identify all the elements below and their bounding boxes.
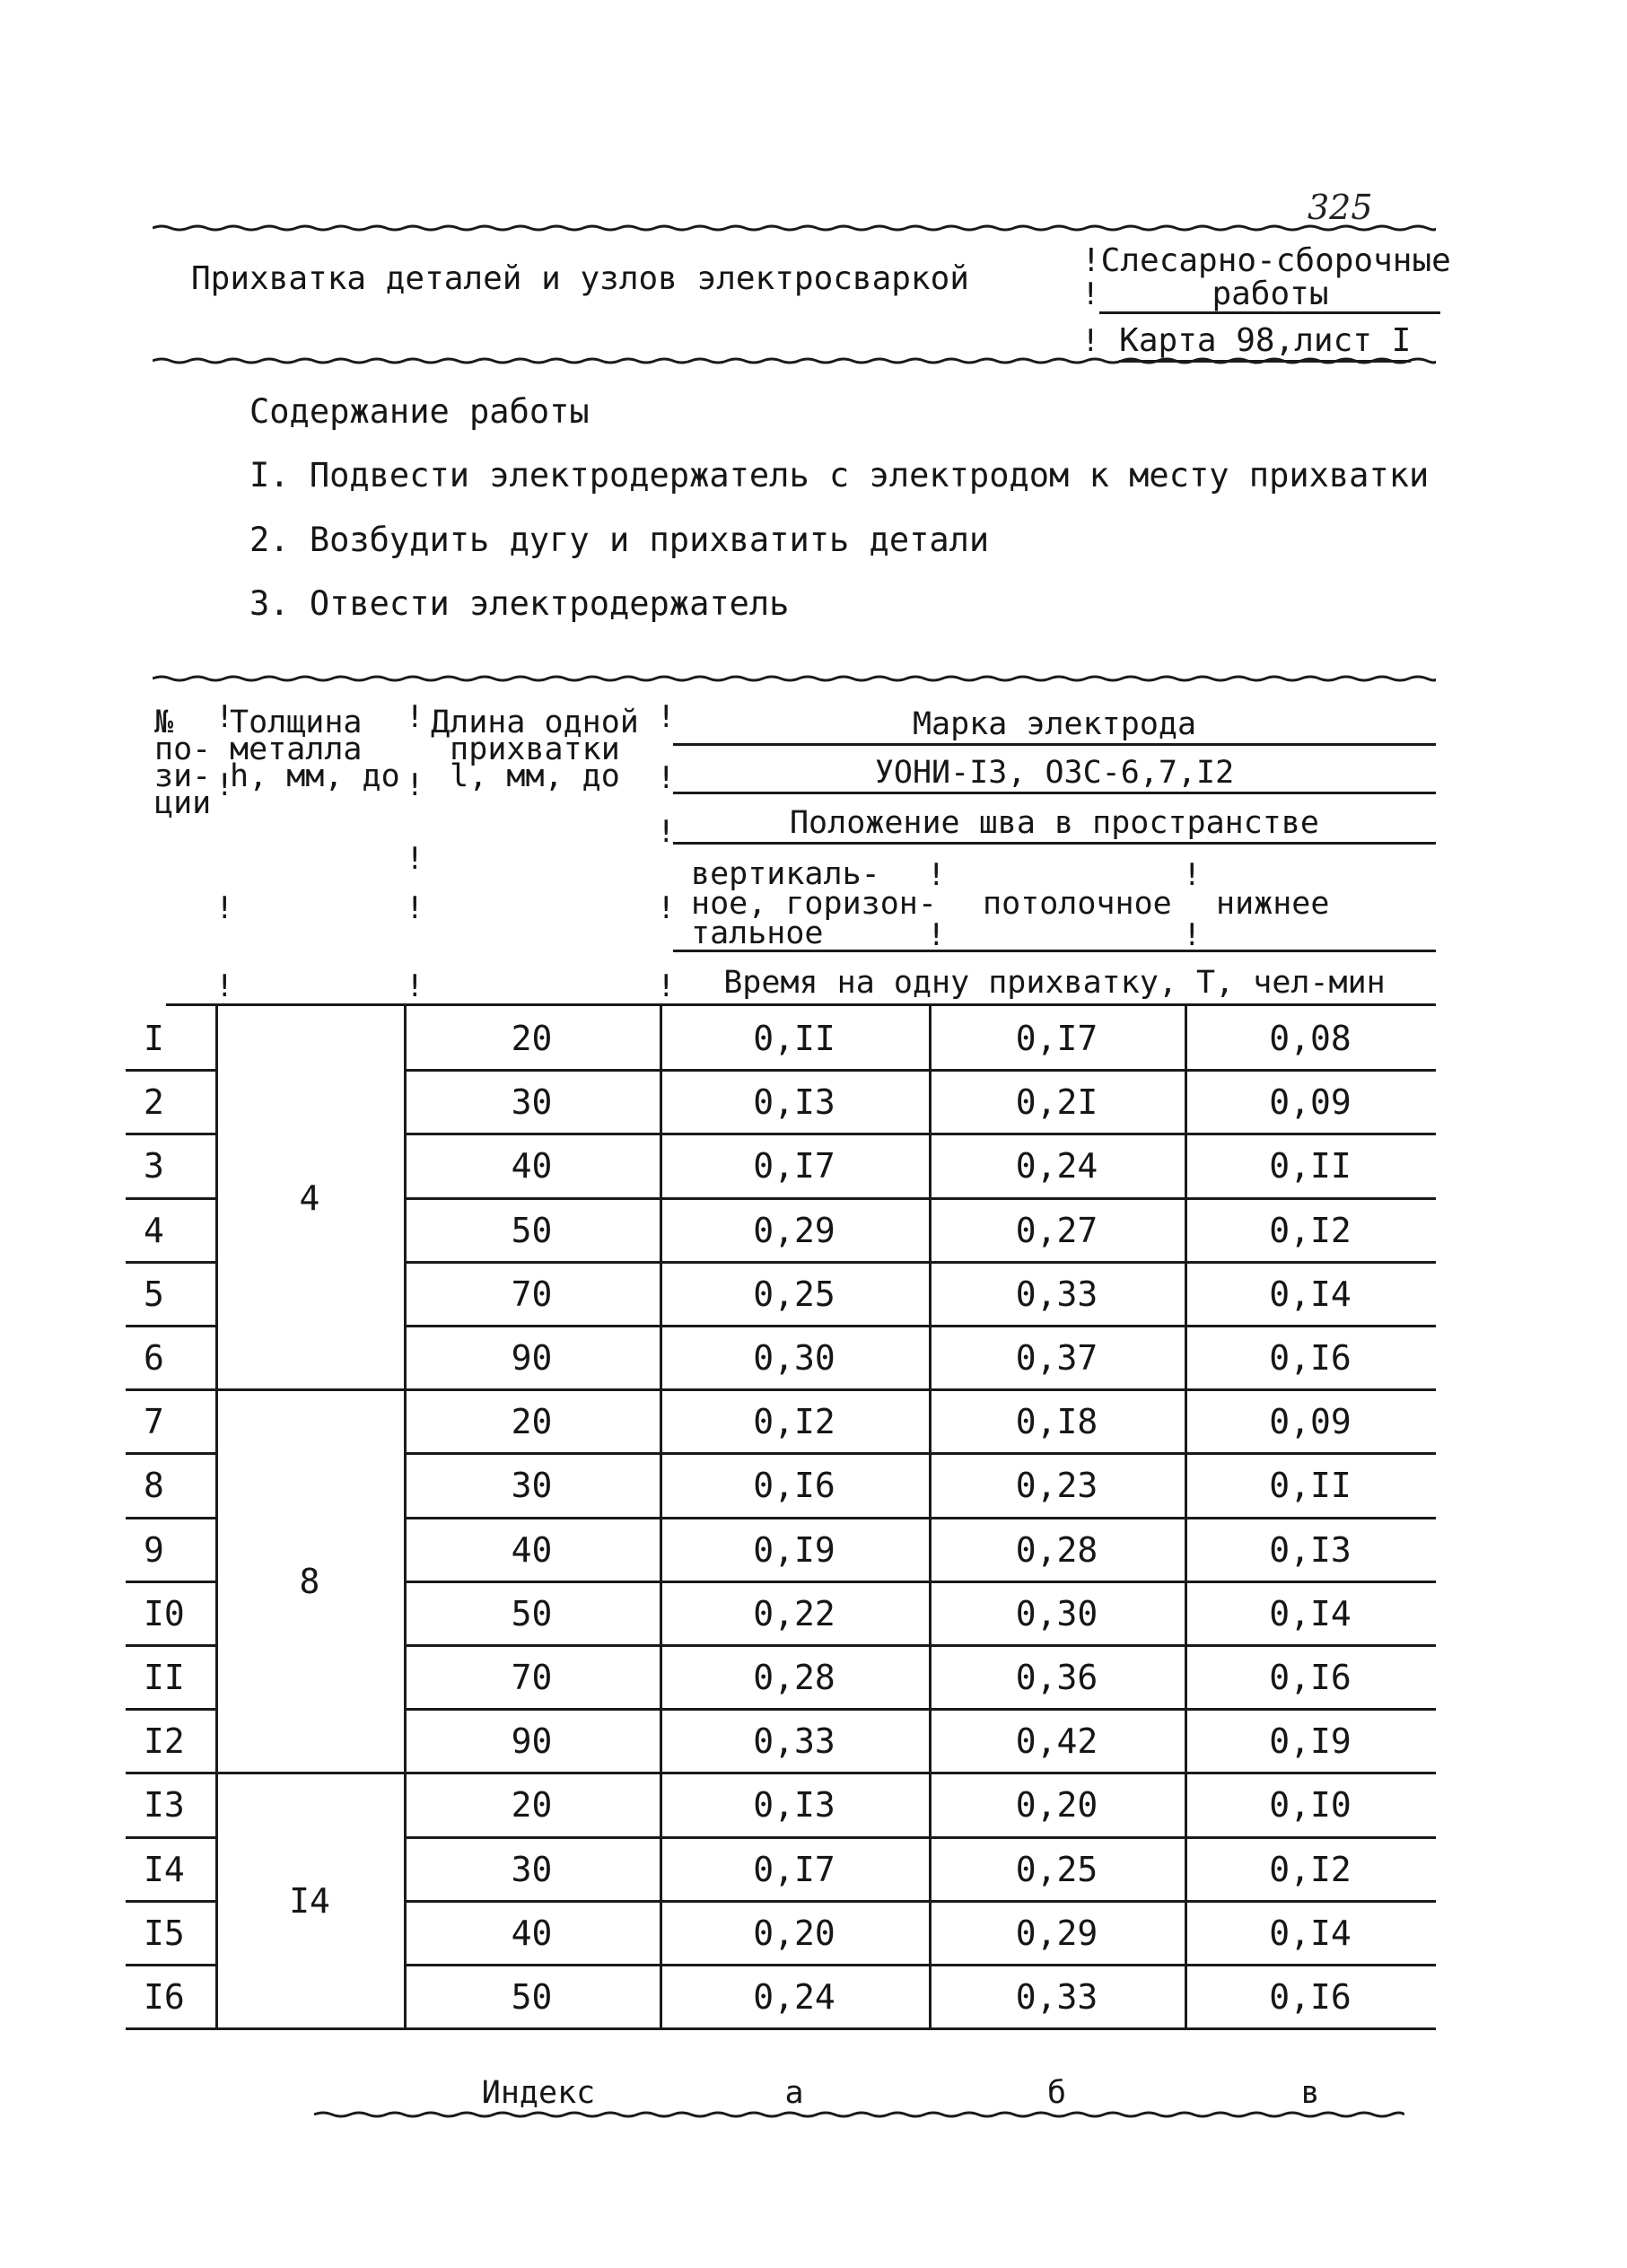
row-number: 5: [144, 1274, 164, 1314]
time-header: Время на одну прихватку, Т, чел-мин: [723, 965, 1386, 1001]
index-a: а: [784, 2075, 804, 2111]
cell-time-ceiling: 0,24: [1015, 1146, 1098, 1187]
electrode-brands: УОНИ-I3, ОЗС-6,7,I2: [874, 755, 1235, 791]
position-bottom: нижнее: [1216, 886, 1330, 922]
index-c: в: [1300, 2075, 1320, 2111]
cell-time-ceiling: 0,28: [1015, 1529, 1098, 1570]
col-thickness-line: металла: [230, 731, 363, 767]
electrode-brands-underline: [673, 792, 1436, 794]
position-ceiling: потолочное: [983, 886, 1172, 922]
header-column-rule: [1185, 1003, 1187, 1005]
cell-time-vertical: 0,I9: [753, 1529, 835, 1570]
row-rule-number: [126, 2027, 215, 2030]
cell-length: 20: [511, 1402, 553, 1442]
col-no-line: №: [154, 705, 174, 740]
separator-mark: !: [215, 890, 234, 926]
cell-time-bottom: 0,I4: [1269, 1913, 1351, 1953]
electrode-header: Марка электрода: [912, 706, 1197, 742]
separator-mark: !: [657, 814, 676, 850]
thickness-group-value: 8: [299, 1561, 320, 1601]
cell-time-ceiling: 0,I8: [1015, 1402, 1098, 1442]
cell-time-ceiling: 0,42: [1015, 1721, 1098, 1762]
separator-mark: !: [657, 760, 676, 796]
cell-time-vertical: 0,30: [753, 1338, 835, 1378]
separator-mark: !: [406, 841, 424, 877]
cell-time-vertical: 0,25: [753, 1274, 835, 1314]
thickness-group-rule: [215, 2027, 404, 2030]
cell-time-vertical: 0,I7: [753, 1146, 835, 1187]
row-number: I4: [144, 1849, 185, 1889]
row-rule-values: [404, 1581, 1436, 1583]
row-number: 4: [144, 1210, 164, 1250]
cell-time-ceiling: 0,36: [1015, 1658, 1098, 1697]
row-number: 2: [144, 1082, 164, 1123]
col-thickness-line: h, мм, до: [230, 758, 400, 794]
cell-length: 20: [511, 1019, 553, 1058]
row-rule-number: [126, 1517, 215, 1519]
thickness-group-value: I4: [289, 1880, 330, 1921]
cell-length: 20: [511, 1785, 553, 1826]
index-underline: [314, 2111, 1404, 2118]
row-rule-values: [404, 1964, 1436, 1966]
cell-length: 50: [511, 1977, 553, 2017]
row-number: 6: [144, 1338, 164, 1378]
separator-mark: !: [657, 890, 676, 926]
col-length-line: прихватки: [450, 731, 620, 767]
separator-mark: !: [1081, 276, 1100, 312]
row-rule-values: [404, 1900, 1436, 1903]
cell-time-vertical: 0,33: [753, 1721, 835, 1762]
col-no-line: по-: [154, 731, 212, 767]
row-rule-number: [126, 1900, 215, 1903]
table-top-rule: [153, 675, 1436, 682]
row-rule-values: [404, 1197, 1436, 1200]
row-rule-number: [126, 1069, 215, 1072]
row-rule-number: [126, 1836, 215, 1839]
step-2: 2. Возбудить дугу и прихватить детали: [249, 521, 990, 559]
row-number: I3: [144, 1785, 185, 1826]
cell-time-bottom: 0,II: [1269, 1146, 1351, 1187]
row-number: I2: [144, 1721, 185, 1762]
row-rule-values: [404, 1708, 1436, 1711]
cell-length: 50: [511, 1210, 553, 1250]
row-number: I0: [144, 1593, 185, 1633]
header-bottom-line: [166, 1003, 1436, 1006]
cell-length: 30: [511, 1849, 553, 1889]
separator-mark: !: [406, 890, 424, 926]
cell-time-vertical: 0,I7: [753, 1849, 835, 1889]
row-rule-values: [404, 1836, 1436, 1839]
position-vertical-line: вертикаль-: [691, 856, 880, 892]
cell-time-vertical: 0,29: [753, 1210, 835, 1250]
col-no-line: ции: [154, 785, 212, 821]
row-number: I6: [144, 1977, 185, 2017]
cell-time-ceiling: 0,33: [1015, 1977, 1098, 2017]
content-heading: Содержание работы: [249, 392, 590, 431]
position-header: Положение шва в пространстве: [789, 805, 1319, 841]
cell-time-bottom: 0,I6: [1269, 1338, 1351, 1378]
row-rule-number: [126, 1581, 215, 1583]
row-rule-values: [404, 1133, 1436, 1135]
cell-time-ceiling: 0,20: [1015, 1785, 1098, 1826]
table-column-rule: [215, 1005, 218, 2027]
index-b: б: [1046, 2075, 1067, 2111]
cell-time-bottom: 0,I2: [1269, 1849, 1351, 1889]
cell-time-vertical: 0,I2: [753, 1402, 835, 1442]
step-1: I. Подвести электродержатель с электродом к месту прихватки: [249, 456, 1430, 495]
col-no-line: зи-: [154, 758, 212, 794]
col-thickness-header: [230, 705, 400, 794]
separator-mark: !: [215, 968, 234, 1004]
row-number: 7: [144, 1402, 164, 1442]
row-rule-number: [126, 1388, 215, 1391]
cell-time-bottom: 0,I4: [1269, 1274, 1351, 1314]
cell-length: 70: [511, 1274, 553, 1314]
row-rule-number: [126, 1644, 215, 1647]
position-vertical: [691, 856, 937, 951]
row-number: 9: [144, 1529, 164, 1570]
step-3: 3. Отвести электродержатель: [249, 584, 790, 623]
thickness-group-rule: [215, 1772, 404, 1774]
row-rule-values: [404, 1261, 1436, 1264]
cell-time-vertical: 0,I3: [753, 1785, 835, 1826]
cell-time-bottom: 0,I9: [1269, 1721, 1351, 1762]
row-rule-number: [126, 1197, 215, 1200]
cell-time-bottom: 0,I6: [1269, 1658, 1351, 1697]
cell-time-ceiling: 0,33: [1015, 1274, 1098, 1314]
separator-mark: !: [215, 767, 234, 803]
cell-time-bottom: 0,I0: [1269, 1785, 1351, 1826]
row-rule-number: [126, 1325, 215, 1327]
header-category-line1: !Слесарно-сборочные: [1081, 242, 1451, 279]
cell-length: 90: [511, 1338, 553, 1378]
row-number: 3: [144, 1146, 164, 1187]
row-rule-values: [404, 1069, 1436, 1072]
separator-mark: !: [657, 699, 676, 735]
separator-mark: !: [406, 767, 424, 803]
cell-time-ceiling: 0,25: [1015, 1849, 1098, 1889]
cell-time-ceiling: 0,30: [1015, 1593, 1098, 1633]
cell-length: 40: [511, 1529, 553, 1570]
separator-mark: !: [215, 699, 234, 735]
cell-time-bottom: 0,09: [1269, 1402, 1351, 1442]
cell-time-ceiling: 0,37: [1015, 1338, 1098, 1378]
col-thickness-line: Толщина: [230, 705, 363, 740]
header-top-rule: [153, 224, 1436, 232]
cell-time-vertical: 0,20: [753, 1913, 835, 1953]
separator-mark: !: [927, 857, 946, 893]
separator-mark: !: [1183, 917, 1202, 953]
cell-length: 70: [511, 1658, 553, 1697]
row-rule-values: [404, 1517, 1436, 1519]
row-rule-number: [126, 1964, 215, 1966]
header-column-rule: [929, 1003, 932, 1005]
cell-length: 40: [511, 1913, 553, 1953]
positions-underline: [673, 950, 1436, 952]
row-rule-number: [126, 1772, 215, 1774]
cell-length: 40: [511, 1146, 553, 1187]
row-rule-values: [404, 1388, 1436, 1391]
index-label: Индекс: [481, 2075, 596, 2111]
cell-length: 90: [511, 1721, 553, 1762]
row-number: 8: [144, 1466, 164, 1506]
cell-time-ceiling: 0,23: [1015, 1466, 1098, 1506]
row-number: II: [144, 1658, 185, 1697]
col-no-header: [154, 705, 217, 821]
col-length-header: [418, 705, 652, 794]
page-number: 325: [1308, 188, 1373, 227]
header-card: ! Карта 98,лист I: [1081, 325, 1411, 357]
row-rule-values: [404, 1325, 1436, 1327]
separator-mark: !: [927, 917, 946, 953]
cell-time-bottom: 0,08: [1269, 1019, 1351, 1058]
row-rule-number: [126, 1708, 215, 1711]
col-length-line: Длина одной: [431, 705, 639, 740]
cell-time-bottom: 0,I4: [1269, 1593, 1351, 1633]
separator-mark: !: [1183, 857, 1202, 893]
cell-time-vertical: 0,II: [753, 1019, 835, 1058]
row-rule-number: [126, 1133, 215, 1135]
thickness-group-value: 4: [299, 1178, 320, 1218]
row-number: I5: [144, 1913, 185, 1953]
cell-time-ceiling: 0,I7: [1015, 1019, 1098, 1058]
separator-mark: !: [406, 699, 424, 735]
row-number: I: [144, 1019, 164, 1058]
row-rule-values: [404, 1452, 1436, 1455]
cell-time-vertical: 0,22: [753, 1593, 835, 1633]
row-rule-number: [126, 1261, 215, 1264]
cell-time-vertical: 0,24: [753, 1977, 835, 2017]
cell-time-ceiling: 0,29: [1015, 1913, 1098, 1953]
separator-mark: !: [1081, 323, 1100, 359]
cell-time-bottom: 0,09: [1269, 1082, 1351, 1123]
position-header-underline: [673, 842, 1436, 845]
row-rule-number: [126, 1452, 215, 1455]
cell-length: 30: [511, 1466, 553, 1506]
cell-length: 50: [511, 1593, 553, 1633]
cell-time-bottom: 0,I3: [1269, 1529, 1351, 1570]
cell-time-vertical: 0,28: [753, 1658, 835, 1697]
position-vertical-line: ное, горизон-: [691, 886, 937, 922]
cell-time-vertical: 0,I6: [753, 1466, 835, 1506]
row-rule-values: [404, 2027, 1436, 2030]
cell-time-ceiling: 0,27: [1015, 1210, 1098, 1250]
cell-time-vertical: 0,I3: [753, 1082, 835, 1123]
position-vertical-line: тальное: [691, 915, 824, 951]
separator-mark: !: [406, 968, 424, 1004]
thickness-group-rule: [215, 1388, 404, 1391]
electrode-header-underline: [673, 743, 1436, 746]
cell-time-ceiling: 0,2I: [1015, 1082, 1098, 1123]
header-title: Прихватка деталей и узлов электросваркой: [191, 260, 969, 297]
col-length-line: l, мм, до: [450, 758, 620, 794]
row-rule-values: [404, 1644, 1436, 1647]
row-rule-values: [404, 1772, 1436, 1774]
header-category-line2: ! работы: [1081, 278, 1440, 314]
header-bottom-rule: [153, 357, 1436, 364]
cell-length: 30: [511, 1082, 553, 1123]
cell-time-bottom: 0,I2: [1269, 1210, 1351, 1250]
cell-time-bottom: 0,I6: [1269, 1977, 1351, 2017]
cell-time-bottom: 0,II: [1269, 1466, 1351, 1506]
separator-mark: !: [657, 968, 676, 1004]
